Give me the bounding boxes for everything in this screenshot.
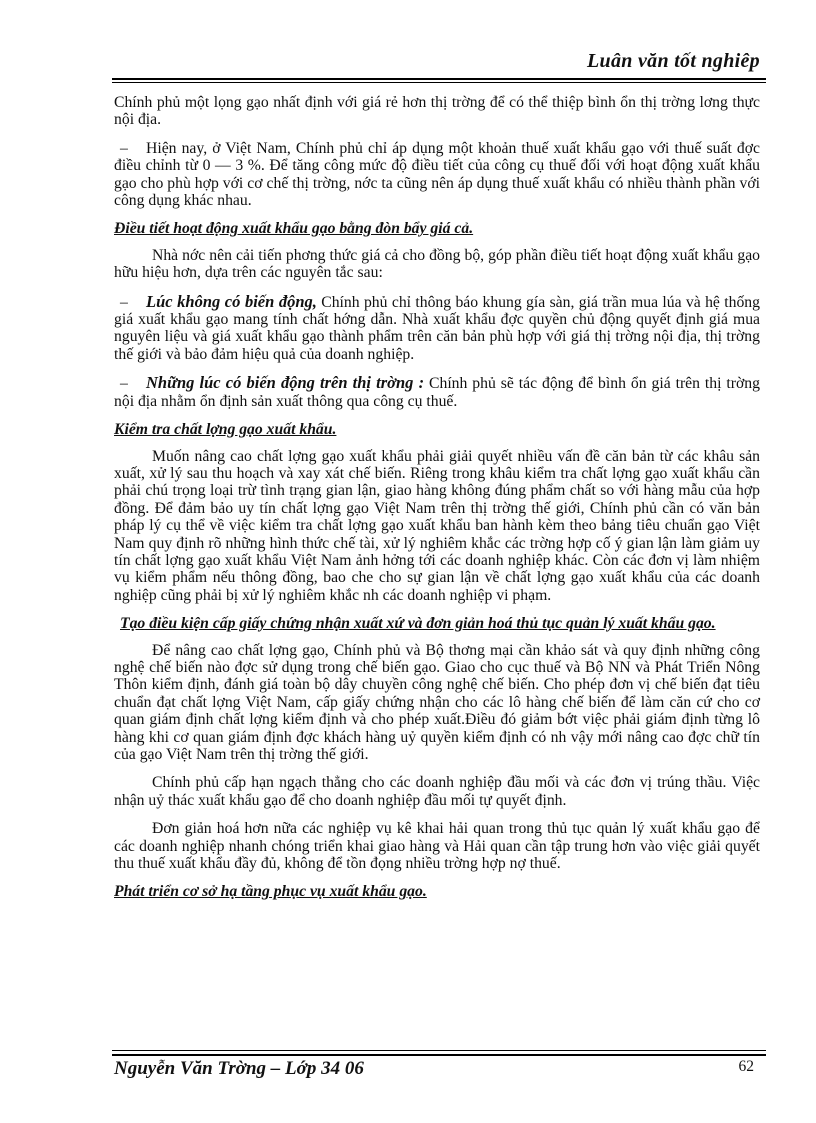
dash-paragraph [114, 293, 760, 364]
dash-marker: – [120, 293, 128, 311]
dash-marker: – [120, 139, 128, 157]
footer-author: Nguyễn Văn Trờng – Lớp 34 06 [114, 1058, 364, 1079]
footer-rule-thin [112, 1050, 766, 1051]
document-body [114, 94, 760, 910]
paragraph: Để nâng cao chất lợng gạo, Chính phủ và Bộ thơng mại cần khảo sát và quy định những công nghệ chế biến nào đợc sử dụng trong chế biến gạo. Giao cho cục thuế và Bộ NN và Phát Triển Nông Thôn kiểm định, đánh giá toàn bộ dây chuyền công nghệ chế biến. Cho phép đơn vị chế biến đạt tiêu chuẩn đạt chất lợng Việt Nam, cấp giấy chứng nhận cho các lô hàng chế biến để làm căn cứ cho cơ quan giám định chất lợng kiểm định và cho phép xuất.Điều đó giảm bớt việc phải giám định từng lô hàng khi cơ quan giám định đợc khách hàng uỷ quyền kiểm định có nh vậy mới nâng cao đợc chữ tín của gạo Việt Nam trên thị trờng thế giới. [114, 641, 760, 763]
dash-paragraph [114, 374, 760, 410]
page-number: 62 [738, 1058, 754, 1075]
dash-paragraph [114, 140, 760, 210]
header-rule [112, 78, 766, 80]
section-heading: Kiểm tra chất lợng gạo xuất khẩu. [114, 421, 337, 439]
section-heading: Phát triển cơ sở hạ tầng phục vụ xuất khẩu gạo. [114, 883, 427, 901]
paragraph-text: Chính phủ chỉ thông báo khung gía sàn, giá trần mua lúa và hệ thống giá xuất khẩu gạo mang tính chất hớng dẫn. Nhà xuất khẩu đợc quyền chủ động quyết định giá mua nguyên liệu và giá xuất khẩu gạo thành phẩm trên căn bản phù hợp với giá thị trờng nội địa, thị trờng thế giới và bảo đảm hiệu quả của doanh nghiệp. [114, 293, 760, 363]
header-title: Luân văn tốt nghiêp [587, 50, 760, 72]
paragraph: Đơn giản hoá hơn nữa các nghiệp vụ kê khai hải quan trong thủ tục quản lý xuất khẩu gạo để các doanh nghiệp nhanh chóng triển khai giao hàng và Hải quan cần tập trung hơn vào việc giải quyết thu thuế xuất khẩu đầy đủ, không để tồn đọng nhiều trờng hợp nợ thuế. [114, 820, 760, 873]
lead-term: Những lúc có biến động trên thị trờng : [146, 373, 425, 393]
dash-marker: – [120, 375, 128, 393]
paragraph: Chính phủ một lọng gạo nhất định với giá rẻ hơn thị trờng để có thể thiệp bình ổn thị trờng lơng thực nội địa. [114, 94, 760, 129]
paragraph: Muốn nâng cao chất lợng gạo xuất khẩu phải giải quyết nhiều vấn đề căn bản từ các khâu sản xuất, xử lý sau thu hoạch và xay xát chế biến. Riêng trong khâu kiểm tra chất lợng gạo xuất khẩu cần phải chú trọng loại trừ tình trạng gian lận, giao hàng không đúng phẩm chất so với hàng mẫu của hợp đồng. Để đảm bảo uy tín chất lợng gạo Việt Nam trên thị trờng thế giới, Chính phủ cần có văn bản pháp lý cụ thể về việc kiểm tra chất lợng gạo xuất khẩu ban hành kèm theo bảng tiêu chuẩn gạo Việt Nam quy định rõ những hình thức chế tài, xử lý nghiêm khắc các trờng hợp cố ý gian lận làm giảm uy tín chất lợng gạo xuất khẩu Việt Nam ảnh hởng tới các doanh nghiệp khác. Còn các đơn vị làm nhiệm vụ kiểm phẩm nếu thông đồng, bao che cho sự gian lận về chất lợng gạo xuất khẩu của các doanh nghiệp cũng phải bị xử lý nghiêm khắc nh các doanh nghiệp vi phạm. [114, 447, 760, 604]
header-rule-thin [112, 82, 766, 83]
paragraph-text: Hiện nay, ở Việt Nam, Chính phủ chỉ áp dụng một khoản thuế xuất khẩu gạo với thuế suất đợc điều chỉnh từ 0 — 3 %. Để tăng công mức độ điều tiết của công cụ thuế đối với hoạt động xuất khẩu gạo cho phù hợp với cơ chế thị trờng, nớc ta cũng nên áp dụng thuế xuất khẩu có nhiều thành phần với công dụng khác nhau. [114, 139, 760, 210]
paragraph-text: Chính phủ sẽ tác động để bình ổn giá trên thị trờng nội địa nhằm ổn định sản xuất thông qua công cụ thuế. [114, 375, 760, 410]
footer-rule [112, 1054, 766, 1056]
paragraph: Nhà nớc nên cải tiến phơng thức giá cả cho đồng bộ, góp phần điều tiết hoạt động xuất khẩu gạo hữu hiệu hơn, dựa trên các nguyên tắc sau: [114, 246, 760, 282]
section-heading: Điều tiết hoạt động xuất khẩu gạo bằng đòn bẩy giá cả. [114, 220, 474, 238]
paragraph: Chính phủ cấp hạn ngạch thẳng cho các doanh nghiệp đầu mối và các đơn vị trúng thầu. Việc nhận uỷ thác xuất khẩu gạo để cho doanh nghiệp đầu mối tự quyết định. [114, 774, 760, 809]
section-heading: Tạo điều kiện cấp giấy chứng nhận xuất xứ và đơn giản hoá thủ tục quản lý xuất khẩu gạo. [120, 615, 716, 633]
lead-term: Lúc không có biến động, [146, 291, 317, 311]
